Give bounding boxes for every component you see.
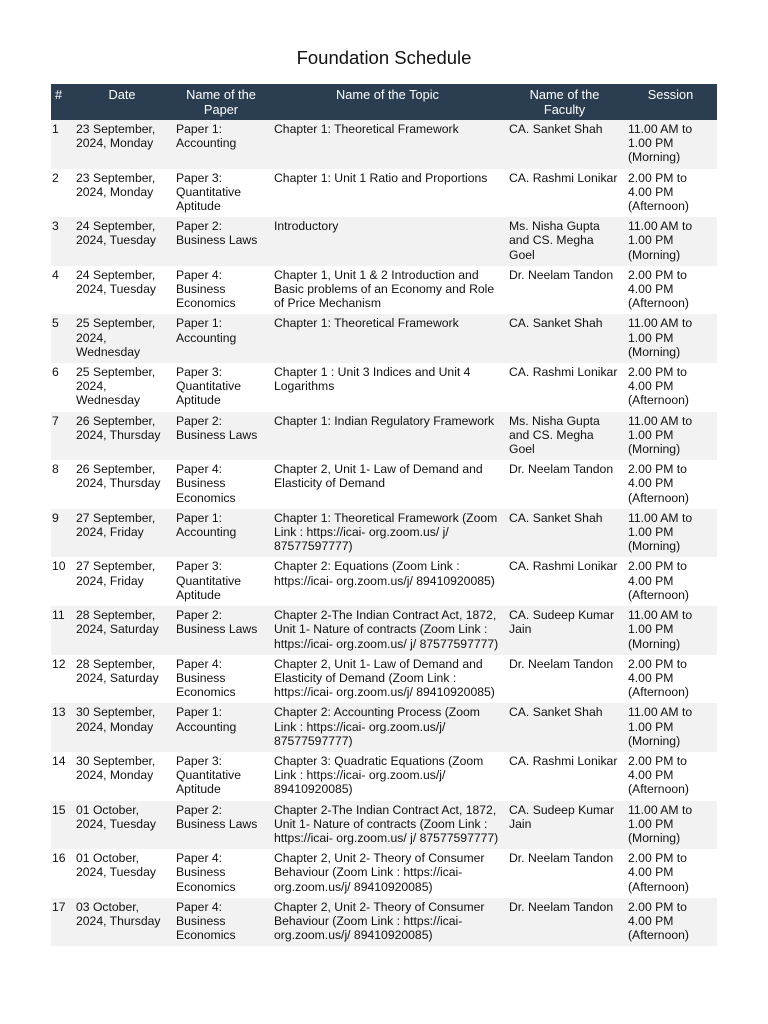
cell-session: 2.00 PM to 4.00 PM (Afternoon) <box>624 752 717 801</box>
table-row <box>51 217 717 266</box>
cell-number: 17 <box>51 898 72 947</box>
cell-faculty: CA. Sanket Shah <box>505 314 624 363</box>
cell-session: 11.00 AM to 1.00 PM (Morning) <box>624 606 717 655</box>
cell-session: 11.00 AM to 1.00 PM (Morning) <box>624 120 717 169</box>
header-number: # <box>51 84 72 120</box>
cell-faculty: CA. Rashmi Lonikar <box>505 752 624 801</box>
cell-topic: Chapter 2: Equations (Zoom Link : https://icai- org.zoom.us/j/ 89410920085) <box>270 557 505 606</box>
table-row <box>51 606 717 655</box>
cell-date: 26 September, 2024, Thursday <box>72 412 172 461</box>
cell-paper: Paper 2: Business Laws <box>172 606 270 655</box>
cell-date: 24 September, 2024, Tuesday <box>72 217 172 266</box>
table-row <box>51 266 717 315</box>
cell-number: 13 <box>51 703 72 752</box>
cell-date: 28 September, 2024, Saturday <box>72 655 172 704</box>
table-row <box>51 460 717 509</box>
cell-faculty: Dr. Neelam Tandon <box>505 898 624 947</box>
cell-paper: Paper 3: Quantitative Aptitude <box>172 169 270 218</box>
cell-date: 03 October, 2024, Thursday <box>72 898 172 947</box>
cell-paper: Paper 2: Business Laws <box>172 412 270 461</box>
cell-topic: Chapter 2, Unit 2- Theory of Consumer Behaviour (Zoom Link : https://icai- org.zoom.us/j/ 89410920085) <box>270 898 505 947</box>
cell-paper: Paper 4: Business Economics <box>172 849 270 898</box>
cell-topic: Chapter 2-The Indian Contract Act, 1872, Unit 1- Nature of contracts (Zoom Link : https://icai- org.zoom.us/ j/ 87577597777) <box>270 606 505 655</box>
cell-number: 6 <box>51 363 72 412</box>
cell-session: 2.00 PM to 4.00 PM (Afternoon) <box>624 655 717 704</box>
cell-topic: Chapter 2, Unit 1- Law of Demand and Elasticity of Demand (Zoom Link : https://icai- org.zoom.us/j/ 89410920085) <box>270 655 505 704</box>
cell-topic: Chapter 2, Unit 1- Law of Demand and Elasticity of Demand <box>270 460 505 509</box>
cell-session: 2.00 PM to 4.00 PM (Afternoon) <box>624 557 717 606</box>
table-row <box>51 655 717 704</box>
cell-date: 26 September, 2024, Thursday <box>72 460 172 509</box>
cell-date: 30 September, 2024, Monday <box>72 752 172 801</box>
cell-paper: Paper 1: Accounting <box>172 509 270 558</box>
cell-paper: Paper 1: Accounting <box>172 314 270 363</box>
header-row <box>51 84 717 120</box>
header-session: Session <box>624 84 717 120</box>
cell-session: 2.00 PM to 4.00 PM (Afternoon) <box>624 898 717 947</box>
cell-session: 2.00 PM to 4.00 PM (Afternoon) <box>624 460 717 509</box>
cell-paper: Paper 3: Quantitative Aptitude <box>172 363 270 412</box>
table-row <box>51 898 717 947</box>
header-date: Date <box>72 84 172 120</box>
cell-number: 14 <box>51 752 72 801</box>
cell-number: 16 <box>51 849 72 898</box>
cell-faculty: Ms. Nisha Gupta and CS. Megha Goel <box>505 412 624 461</box>
cell-paper: Paper 2: Business Laws <box>172 801 270 850</box>
cell-number: 8 <box>51 460 72 509</box>
table-row <box>51 169 717 218</box>
cell-session: 11.00 AM to 1.00 PM (Morning) <box>624 801 717 850</box>
cell-faculty: Dr. Neelam Tandon <box>505 655 624 704</box>
cell-topic: Chapter 1: Theoretical Framework (Zoom Link : https://icai- org.zoom.us/ j/ 87577597777) <box>270 509 505 558</box>
table-row <box>51 801 717 850</box>
cell-session: 2.00 PM to 4.00 PM (Afternoon) <box>624 849 717 898</box>
table-row <box>51 363 717 412</box>
cell-number: 7 <box>51 412 72 461</box>
cell-date: 28 September, 2024, Saturday <box>72 606 172 655</box>
cell-faculty: Dr. Neelam Tandon <box>505 849 624 898</box>
schedule-table <box>51 84 717 946</box>
cell-date: 25 September, 2024, Wednesday <box>72 363 172 412</box>
cell-topic: Chapter 3: Quadratic Equations (Zoom Link : https://icai- org.zoom.us/j/ 89410920085) <box>270 752 505 801</box>
cell-session: 11.00 AM to 1.00 PM (Morning) <box>624 217 717 266</box>
cell-date: 25 September, 2024, Wednesday <box>72 314 172 363</box>
cell-faculty: CA. Sudeep Kumar Jain <box>505 606 624 655</box>
cell-paper: Paper 3: Quantitative Aptitude <box>172 752 270 801</box>
cell-faculty: CA. Sanket Shah <box>505 703 624 752</box>
cell-number: 9 <box>51 509 72 558</box>
cell-date: 23 September, 2024, Monday <box>72 120 172 169</box>
cell-topic: Introductory <box>270 217 505 266</box>
cell-number: 12 <box>51 655 72 704</box>
cell-session: 11.00 AM to 1.00 PM (Morning) <box>624 509 717 558</box>
cell-faculty: CA. Rashmi Lonikar <box>505 169 624 218</box>
cell-session: 2.00 PM to 4.00 PM (Afternoon) <box>624 363 717 412</box>
cell-faculty: CA. Sanket Shah <box>505 120 624 169</box>
table-header <box>51 84 717 120</box>
cell-session: 11.00 AM to 1.00 PM (Morning) <box>624 703 717 752</box>
cell-date: 23 September, 2024, Monday <box>72 169 172 218</box>
cell-topic: Chapter 1: Unit 1 Ratio and Proportions <box>270 169 505 218</box>
cell-session: 11.00 AM to 1.00 PM (Morning) <box>624 314 717 363</box>
cell-paper: Paper 1: Accounting <box>172 703 270 752</box>
cell-topic: Chapter 1 : Unit 3 Indices and Unit 4 Logarithms <box>270 363 505 412</box>
cell-faculty: CA. Sudeep Kumar Jain <box>505 801 624 850</box>
cell-paper: Paper 4: Business Economics <box>172 266 270 315</box>
cell-number: 10 <box>51 557 72 606</box>
cell-faculty: CA. Sanket Shah <box>505 509 624 558</box>
cell-date: 30 September, 2024, Monday <box>72 703 172 752</box>
cell-number: 11 <box>51 606 72 655</box>
cell-date: 24 September, 2024, Tuesday <box>72 266 172 315</box>
table-row <box>51 703 717 752</box>
cell-number: 15 <box>51 801 72 850</box>
cell-number: 5 <box>51 314 72 363</box>
cell-number: 1 <box>51 120 72 169</box>
cell-session: 2.00 PM to 4.00 PM (Afternoon) <box>624 266 717 315</box>
table-row <box>51 120 717 169</box>
cell-number: 4 <box>51 266 72 315</box>
cell-topic: Chapter 1: Indian Regulatory Framework <box>270 412 505 461</box>
table-row <box>51 509 717 558</box>
table-row <box>51 849 717 898</box>
header-faculty: Name of the Faculty <box>505 84 624 120</box>
table-row <box>51 412 717 461</box>
cell-faculty: Dr. Neelam Tandon <box>505 460 624 509</box>
cell-topic: Chapter 1: Theoretical Framework <box>270 314 505 363</box>
table-row <box>51 314 717 363</box>
cell-paper: Paper 1: Accounting <box>172 120 270 169</box>
cell-session: 11.00 AM to 1.00 PM (Morning) <box>624 412 717 461</box>
page-title: Foundation Schedule <box>296 47 472 68</box>
cell-topic: Chapter 1: Theoretical Framework <box>270 120 505 169</box>
cell-faculty: Dr. Neelam Tandon <box>505 266 624 315</box>
cell-paper: Paper 4: Business Economics <box>172 655 270 704</box>
cell-topic: Chapter 2, Unit 2- Theory of Consumer Behaviour (Zoom Link : https://icai- org.zoom.us/j/ 89410920085) <box>270 849 505 898</box>
cell-date: 27 September, 2024, Friday <box>72 509 172 558</box>
cell-number: 3 <box>51 217 72 266</box>
cell-number: 2 <box>51 169 72 218</box>
table-body <box>51 120 717 946</box>
table-row <box>51 557 717 606</box>
cell-date: 01 October, 2024, Tuesday <box>72 849 172 898</box>
cell-paper: Paper 4: Business Economics <box>172 460 270 509</box>
cell-session: 2.00 PM to 4.00 PM (Afternoon) <box>624 169 717 218</box>
cell-topic: Chapter 2: Accounting Process (Zoom Link : https://icai- org.zoom.us/j/ 87577597777) <box>270 703 505 752</box>
cell-faculty: CA. Rashmi Lonikar <box>505 363 624 412</box>
table-row <box>51 752 717 801</box>
header-topic: Name of the Topic <box>270 84 505 120</box>
header-paper: Name of the Paper <box>172 84 270 120</box>
cell-topic: Chapter 2-The Indian Contract Act, 1872, Unit 1- Nature of contracts (Zoom Link : https://icai- org.zoom.us/ j/ 87577597777) <box>270 801 505 850</box>
cell-faculty: CA. Rashmi Lonikar <box>505 557 624 606</box>
cell-paper: Paper 4: Business Economics <box>172 898 270 947</box>
cell-paper: Paper 3: Quantitative Aptitude <box>172 557 270 606</box>
cell-date: 27 September, 2024, Friday <box>72 557 172 606</box>
cell-faculty: Ms. Nisha Gupta and CS. Megha Goel <box>505 217 624 266</box>
cell-paper: Paper 2: Business Laws <box>172 217 270 266</box>
cell-date: 01 October, 2024, Tuesday <box>72 801 172 850</box>
cell-topic: Chapter 1, Unit 1 & 2 Introduction and Basic problems of an Economy and Role of Price Mechanism <box>270 266 505 315</box>
